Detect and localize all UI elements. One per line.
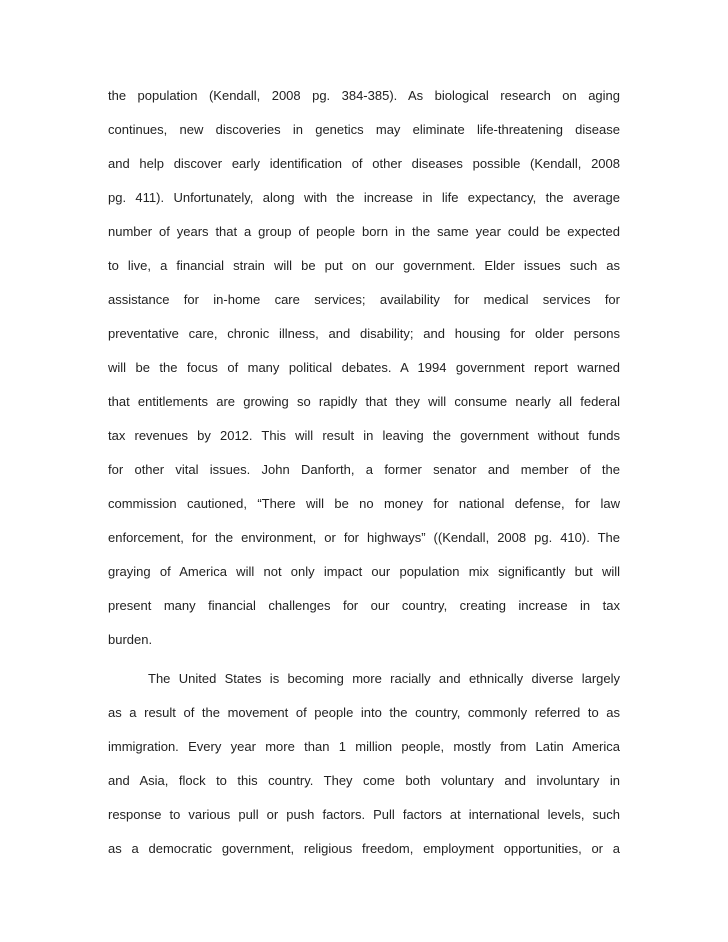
text-line: present many financial challenges for our country, creating increase in tax — [108, 598, 620, 613]
text-line: burden. — [108, 632, 153, 647]
text-line: preventative care, chronic illness, and disability; and housing for older persons — [108, 326, 620, 341]
text-line: as a result of the movement of people into the country, commonly referred to as — [108, 705, 620, 720]
text-line: immigration. Every year more than 1 million people, mostly from Latin America — [108, 739, 620, 754]
text-line: that entitlements are growing so rapidly that they will consume nearly all federal — [108, 394, 620, 409]
text-line: for other vital issues. John Danforth, a former senator and member of the — [108, 462, 620, 477]
text-line: response to various pull or push factors. Pull factors at international levels, such — [108, 807, 620, 822]
text-line: as a democratic government, religious freedom, employment opportunities, or a — [108, 841, 620, 856]
text-line: graying of America will not only impact our population mix significantly but will — [108, 564, 620, 579]
text-line: and help discover early identification of other diseases possible (Kendall, 2008 — [108, 156, 620, 171]
text-line: to live, a financial strain will be put on our government. Elder issues such as — [108, 258, 620, 273]
text-line: tax revenues by 2012. This will result in leaving the government without funds — [108, 428, 620, 443]
text-line: and Asia, flock to this country. They come both voluntary and involuntary in — [108, 773, 620, 788]
text-line: will be the focus of many political debates. A 1994 government report warned — [108, 360, 620, 375]
text-line: assistance for in-home care services; availability for medical services for — [108, 292, 620, 307]
text-line: The United States is becoming more racially and ethnically diverse largely — [148, 671, 620, 686]
text-line: pg. 411). Unfortunately, along with the increase in life expectancy, the average — [108, 190, 620, 205]
text-line: the population (Kendall, 2008 pg. 384-385). As biological research on aging — [108, 88, 620, 103]
text-line: enforcement, for the environment, or for highways” ((Kendall, 2008 pg. 410). The — [108, 530, 620, 545]
text-line: commission cautioned, “There will be no money for national defense, for law — [108, 496, 620, 511]
text-line: number of years that a group of people born in the same year could be expected — [108, 224, 620, 239]
text-line: continues, new discoveries in genetics may eliminate life-threatening disease — [108, 122, 620, 137]
